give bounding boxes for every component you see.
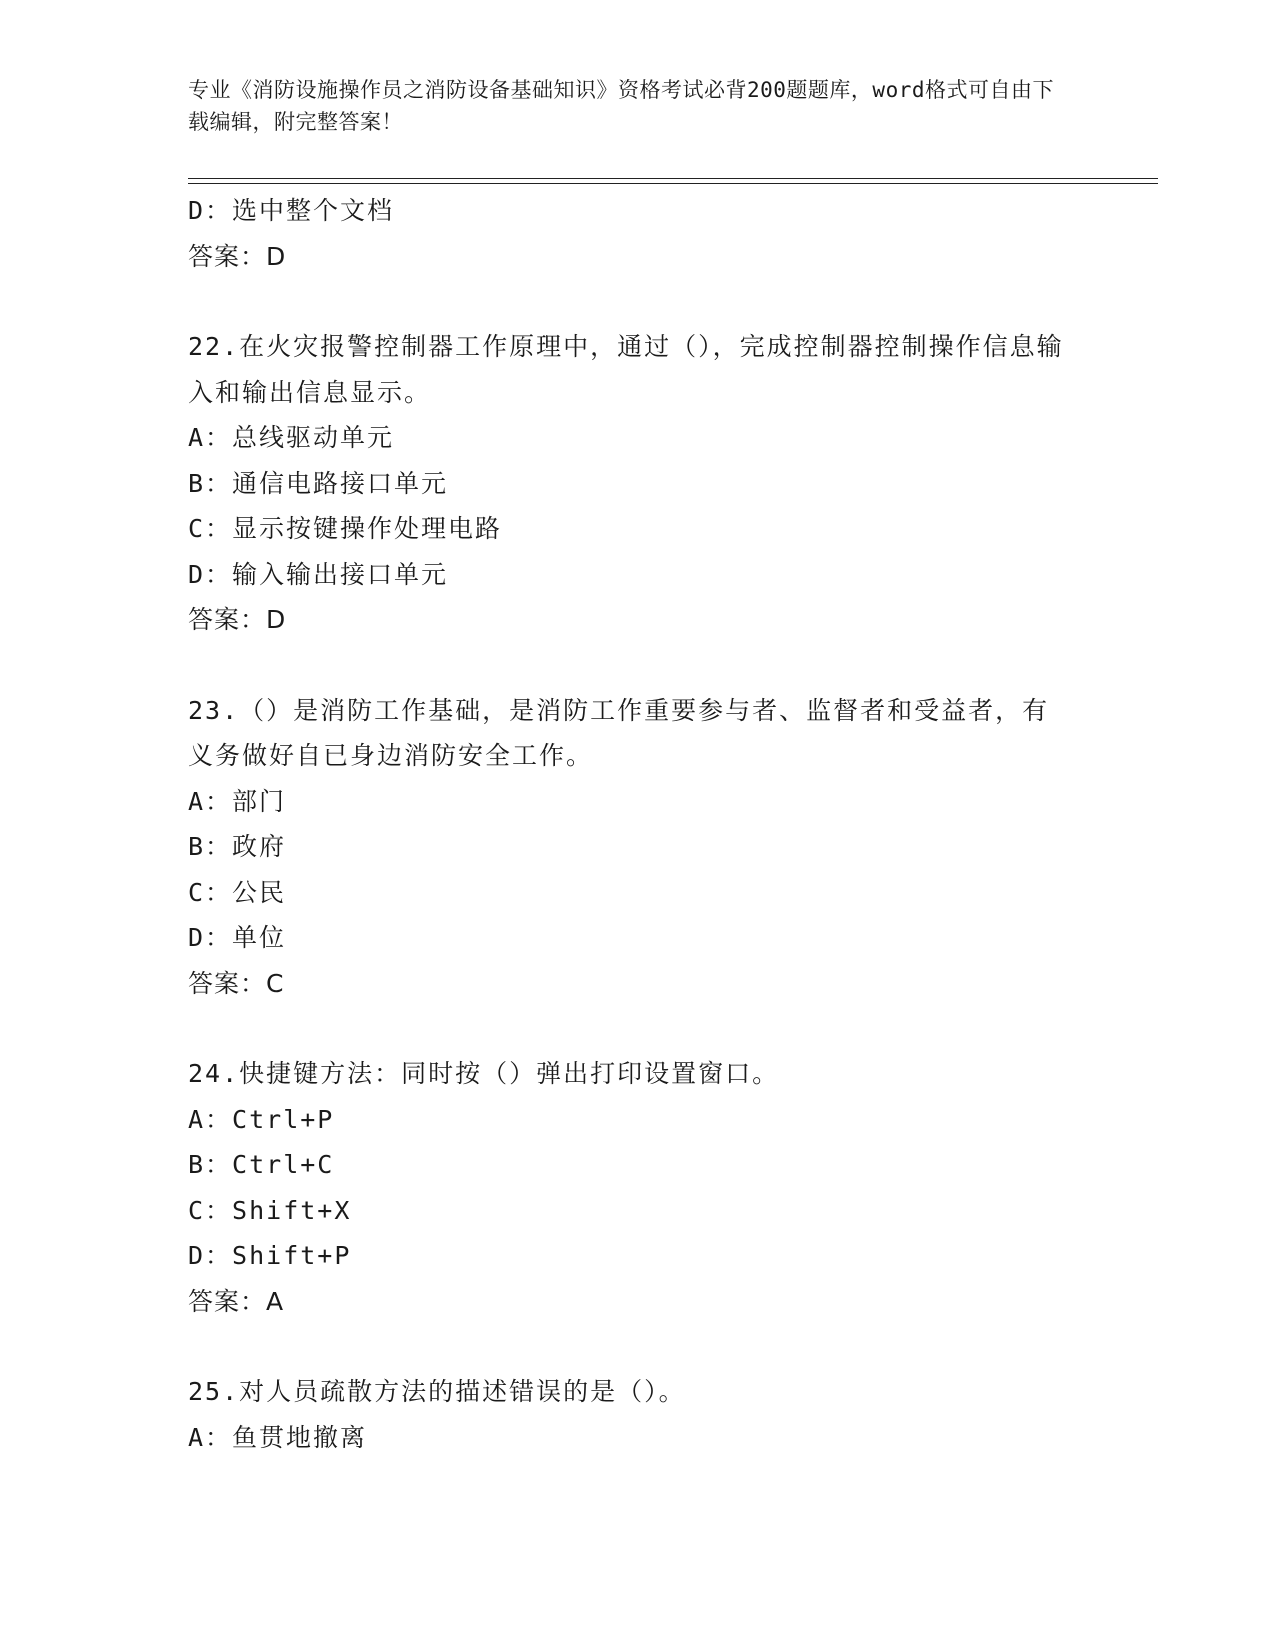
option-a: A：部门 — [188, 786, 287, 816]
answer: 答案：D — [188, 241, 287, 271]
option-d: D：单位 — [188, 923, 287, 952]
answer: 答案：A — [188, 1286, 285, 1316]
option-c: C：Shift+X — [188, 1195, 352, 1225]
question-24 — [188, 1051, 1088, 1324]
question-text: 25.对人员疏散方法的描述错误的是（）。 — [188, 1377, 686, 1406]
header-divider-top — [188, 178, 1158, 179]
option-c: C：公民 — [188, 877, 287, 907]
question-25 — [188, 1369, 1088, 1460]
question-text: 23.（）是消防工作基础，是消防工作重要参与者、监督者和受益者，有义务做好自已身边消防安全工作。 — [188, 695, 1050, 770]
header-divider-bottom — [188, 183, 1158, 184]
option-d: D：Shift+P — [188, 1241, 352, 1270]
option-b: B：通信电路接口单元 — [188, 468, 449, 498]
question-22 — [188, 324, 1088, 643]
option-a: A：总线驱动单元 — [188, 423, 395, 452]
question-list — [188, 188, 1088, 1460]
option-d: D：选中整个文档 — [188, 196, 395, 225]
question-23 — [188, 688, 1088, 1007]
option-b: B：政府 — [188, 832, 287, 861]
question-text: 22.在火灾报警控制器工作原理中，通过（），完成控制器控制操作信息输入和输出信息显示。 — [188, 332, 1064, 407]
option-c: C：显示按键操作处理电路 — [188, 514, 503, 543]
answer: 答案：C — [188, 968, 285, 998]
option-d: D：输入输出接口单元 — [188, 559, 449, 589]
answer: 答案：D — [188, 605, 287, 634]
document-header: 专业《消防设施操作员之消防设备基础知识》资格考试必背200题题库，word格式可自由下载编辑，附完整答案！ — [188, 78, 1054, 134]
question-text: 24.快捷键方法：同时按（）弹出打印设置窗口。 — [188, 1059, 780, 1088]
option-a: A：Ctrl+P — [188, 1104, 335, 1134]
option-a: A：鱼贯地撤离 — [188, 1422, 368, 1452]
option-b: B：Ctrl+C — [188, 1150, 335, 1179]
